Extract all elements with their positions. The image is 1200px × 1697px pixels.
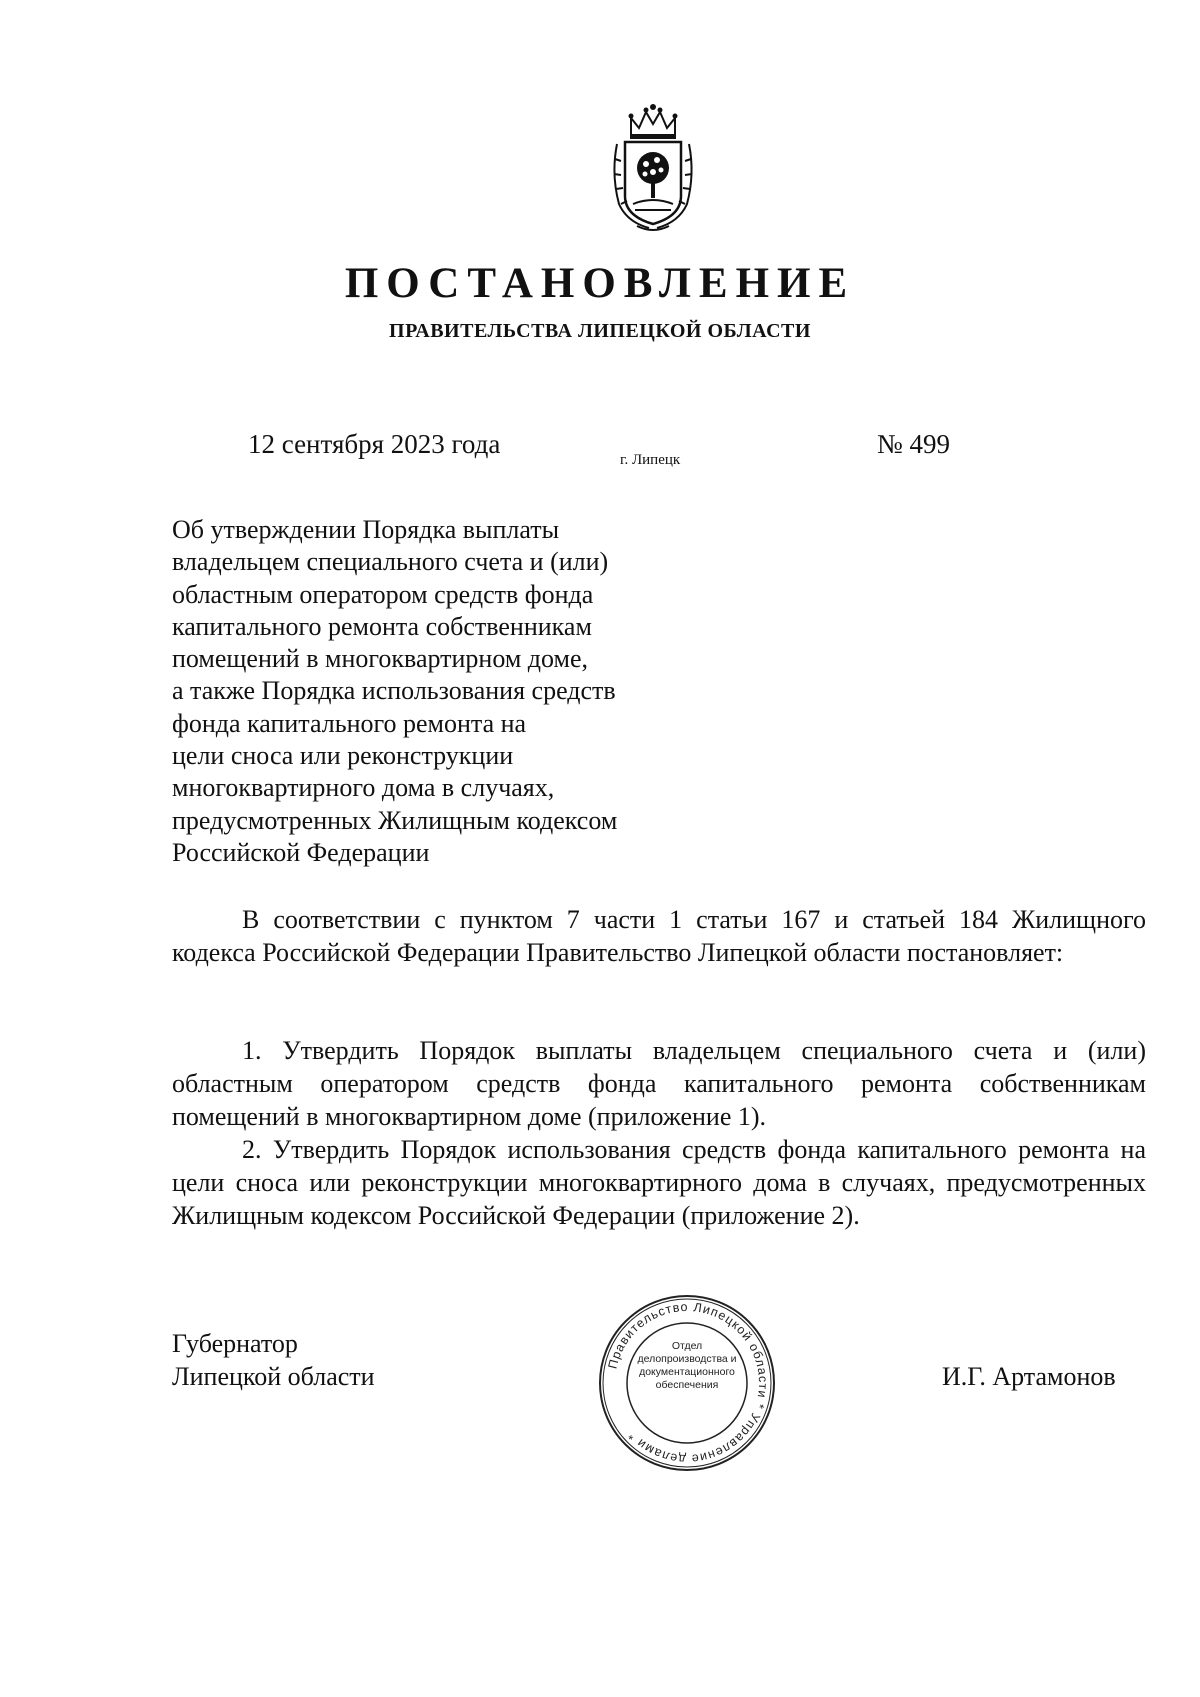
- subject-line: фонда капитального ремонта на: [172, 708, 527, 738]
- resolution-items: [172, 1034, 1146, 1232]
- subject-line: Об утверждении Порядка выплаты: [172, 515, 560, 544]
- document-date: 12 сентября 2023 года: [248, 429, 501, 459]
- document-subtitle: ПРАВИТЕЛЬСТВА ЛИПЕЦКОЙ ОБЛАСТИ: [389, 320, 811, 342]
- seal-inner-line: документационного: [639, 1366, 735, 1378]
- subject-line: цели сноса или реконструкции: [172, 741, 514, 771]
- seal-inner-line: Отдел: [671, 1340, 703, 1352]
- subject-line: помещений в многоквартирном доме,: [172, 644, 589, 674]
- preamble-paragraph: В соответствии с пунктом 7 части 1 статьи 167 и статьей 184 Жилищного кодекса Российской Федерации Правительство Липецкой области постановляет:: [172, 905, 1146, 967]
- document-subject: [172, 514, 692, 869]
- subject-line: а также Порядка использования средств: [172, 676, 616, 706]
- subject-line: владельцем специального счета и (или): [172, 547, 609, 577]
- subject-line: предусмотренных Жилищным кодексом: [172, 805, 618, 835]
- subject-line: Российской Федерации: [172, 837, 430, 867]
- official-seal: [596, 1292, 778, 1474]
- resolution-item-2: 2. Утвердить Порядок использования средств фонда капитального ремонта на цели сноса или реконструкции многоквартирного дома в случаях, предусмотренных Жилищным кодексом Российской Федерации (приложение 2).: [172, 1135, 1146, 1230]
- document-title: ПОСТАНОВЛЕНИЕ: [344, 260, 856, 307]
- document-number: № 499: [877, 429, 951, 459]
- signatory-title-line: Липецкой области: [172, 1362, 375, 1391]
- document-place: г. Липецк: [620, 452, 681, 468]
- subject-line: областным оператором средств фонда: [172, 579, 594, 609]
- resolution-item-1: 1. Утвердить Порядок выплаты владельцем специального счета и (или) областным оператором средств фонда капитального ремонта собственникам помещений в многоквартирном доме (приложение 1).: [172, 1036, 1146, 1131]
- preamble: [172, 903, 1146, 969]
- signatory-name: И.Г. Артамонов: [942, 1362, 1116, 1391]
- seal-inner-text: [634, 1340, 740, 1392]
- seal-outer-text: Правительство Липецкой области * Управление делами *: [605, 1299, 771, 1467]
- seal-inner-line: делопроизводства и: [637, 1353, 737, 1365]
- signatory-title: [172, 1327, 375, 1393]
- signatory-title-line: Губернатор: [172, 1329, 298, 1358]
- subject-line: капитального ремонта собственникам: [172, 611, 592, 641]
- subject-line: многоквартирного дома в случаях,: [172, 773, 555, 803]
- seal-inner-line: обеспечения: [655, 1379, 719, 1391]
- coat-of-arms-icon: [609, 104, 697, 236]
